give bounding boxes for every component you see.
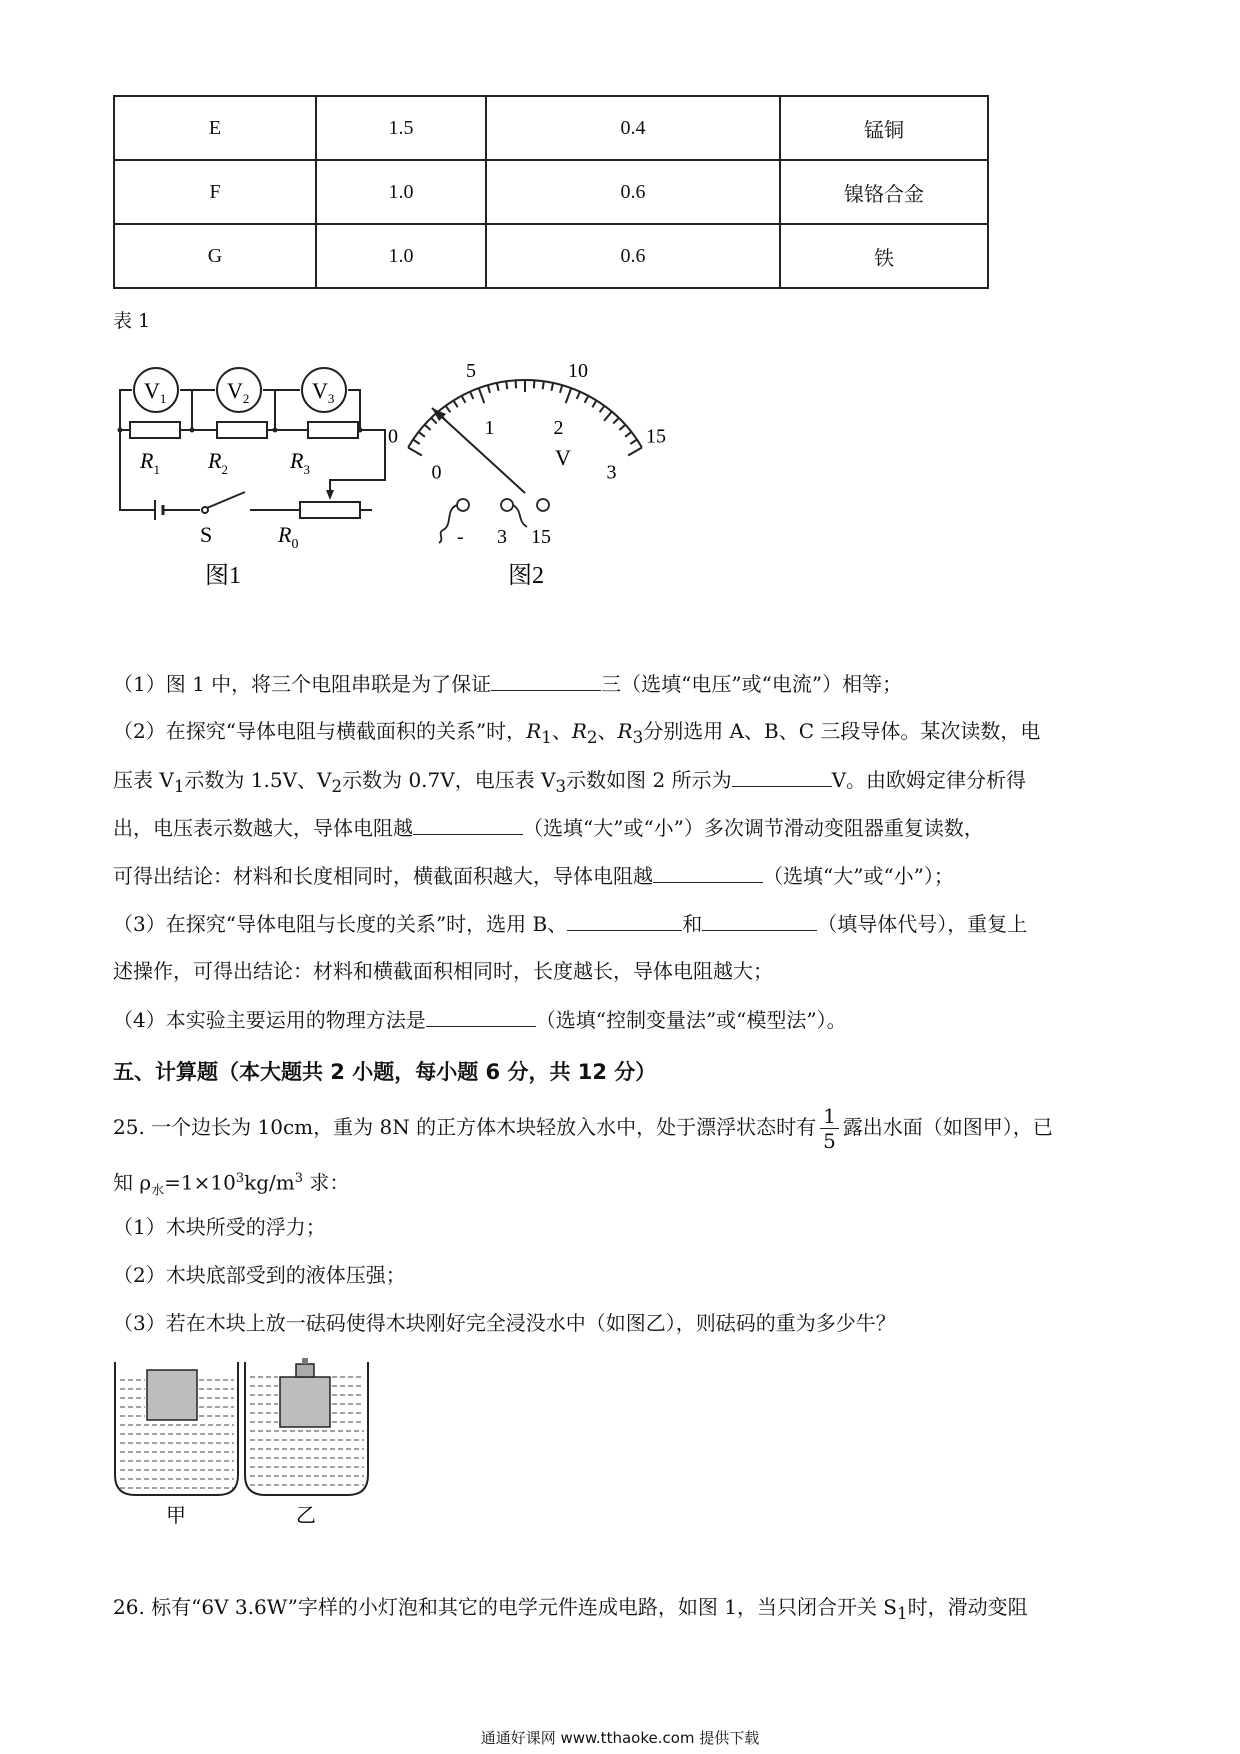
table-cell: 1.5	[316, 96, 486, 160]
table-cell: 锰铜	[780, 96, 988, 160]
dial-inner-label: 1	[484, 417, 495, 440]
q25-sub3: （3）若在木块上放一砝码使得木块刚好完全浸没水中（如图乙），则砝码的重为多少牛？	[113, 1311, 896, 1335]
dial-tick	[408, 448, 422, 456]
dial-tick	[488, 385, 490, 393]
table-caption: 表 1	[113, 310, 151, 332]
terminal-15: 15	[531, 526, 551, 548]
dial-tick	[413, 440, 420, 445]
q24-part4: （4）本实验主要运用的物理方法是 （选填“控制变量法”或“模型法”）。	[113, 1004, 847, 1035]
dial-tick	[479, 388, 485, 403]
voltmeter-dial-figure2	[388, 345, 735, 610]
dial-tick	[619, 425, 625, 430]
answer-blank[interactable]	[567, 908, 682, 931]
table-row	[114, 224, 988, 288]
dial-outer-label: 0	[388, 425, 398, 448]
dial-pointer	[432, 408, 525, 493]
table-row	[114, 160, 988, 224]
answer-blank[interactable]	[491, 668, 601, 691]
q25-line2: 知 $\rho_水=1\times 10^3kg/m^3$ 求：	[113, 1170, 350, 1199]
page-footer: 通通好课网 www.tthaoke.com 提供下载	[480, 1729, 760, 1747]
answer-blank[interactable]	[413, 812, 523, 835]
dial-tick	[419, 432, 425, 437]
dial-tick	[600, 406, 605, 413]
terminal-3: 3	[497, 526, 507, 548]
table-cell: 铁	[780, 224, 988, 288]
dial-tick	[577, 392, 580, 399]
q25-sub2: （2）木块底部受到的液体压强；	[113, 1263, 406, 1287]
table-row	[114, 96, 988, 160]
weight	[296, 1364, 314, 1377]
q24-part2-line1: （2）在探究“导体电阻与横截面积的关系”时，$R_1$、$R_2$、$R_3$分别选用 A、B、C 三段导体。某次读数，电	[113, 719, 1041, 747]
answer-blank[interactable]	[702, 908, 817, 931]
q24-part3-line2: 述操作，可得出结论：材料和横截面积相同时，长度越长，导体电阻越大；	[113, 959, 773, 983]
dial-tick	[446, 406, 451, 413]
dial-tick	[470, 392, 473, 399]
table-cell: 镍铬合金	[780, 160, 988, 224]
dial-tick	[431, 418, 437, 424]
dial-inner-label: 0	[431, 461, 442, 484]
answer-blank[interactable]	[653, 860, 763, 883]
fraction-one-fifth: $\frac{1}{5}$	[820, 1104, 839, 1153]
voltmeter-label: $V_2$	[227, 378, 250, 406]
dial-tick	[628, 448, 642, 456]
table-cell: 0.6	[486, 224, 780, 288]
floating-block-figure	[110, 1350, 370, 1530]
dial-outer-label: 5	[466, 360, 476, 382]
terminal-minus: -	[457, 526, 464, 548]
resistor-label: $R_1$	[140, 448, 160, 477]
table-cell: E	[114, 96, 316, 160]
q24-part2-line2: 压表 $V_1$示数为 1.5V、$V_2$示数为 0.7V，电压表 $V_3$示数如图 2 所示为 V。由欧姆定律分析得	[113, 764, 1026, 802]
table-cell: 0.4	[486, 96, 780, 160]
figure1-caption: 图1	[205, 563, 241, 589]
dial-tick	[425, 425, 431, 430]
weight-handle	[302, 1358, 308, 1364]
dial-inner-label: 2	[553, 417, 564, 440]
table-cell: F	[114, 160, 316, 224]
dial-tick	[560, 385, 562, 393]
q24-part1: （1）图 1 中，将三个电阻串联是为了保证 三（选填“电压”或“电流”）相等；	[113, 668, 902, 699]
dial-inner-label: 3	[606, 461, 617, 484]
dial-tick	[454, 401, 458, 408]
dial-outer-label: 15	[646, 425, 666, 448]
answer-blank[interactable]	[732, 764, 832, 787]
q25-line1: 25. 一个边长为 10cm，重为 8N 的正方体木块轻放入水中，处于漂浮状态时有 $\frac{1}{5}$ 露出水面（如图甲），已	[113, 1104, 1053, 1153]
dial-tick	[497, 383, 499, 391]
figure2-caption: 图2	[508, 563, 544, 589]
dial-tick	[462, 396, 466, 403]
fig-label-yi: 乙	[296, 1505, 316, 1527]
dial-tick	[630, 440, 637, 445]
answer-blank[interactable]	[426, 1004, 536, 1027]
voltmeter-label: $V_3$	[312, 378, 335, 406]
q25-sub1: （1）木块所受的浮力；	[113, 1215, 326, 1239]
fig-label-jia: 甲	[166, 1505, 186, 1527]
dial-tick	[543, 381, 544, 389]
dial-tick	[506, 381, 507, 389]
table-cell: G	[114, 224, 316, 288]
q26-line1: 26. 标有“6V 3.6W”字样的小灯泡和其它的电学元件连成电路，如图 1，当只闭合开关 $S_1$时，滑动变阻	[113, 1595, 1028, 1623]
table-cell: 1.0	[316, 160, 486, 224]
dial-unit: V	[555, 445, 571, 470]
dial-tick	[613, 418, 619, 424]
dial-tick	[551, 383, 553, 391]
materials-table	[113, 95, 989, 289]
resistor-label: $R_3$	[290, 448, 310, 477]
dial-tick	[592, 401, 596, 408]
wood-block	[147, 1370, 197, 1420]
rheostat-label: $R_0$	[278, 522, 299, 552]
voltmeter-label: $V_1$	[144, 378, 167, 406]
q24-part3-line1: （3）在探究“导体电阻与长度的关系”时，选用 B、 和 （填导体代号），重复上	[113, 908, 1027, 939]
dial-tick	[625, 432, 631, 437]
dial-tick	[566, 388, 572, 403]
table-cell: 0.6	[486, 160, 780, 224]
resistor-label: $R_2$	[208, 448, 228, 477]
wood-block-submerged	[280, 1377, 330, 1427]
dial-outer-label: 10	[568, 360, 588, 382]
section5-title: 五、计算题（本大题共 2 小题，每小题 6 分，共 12 分）	[113, 1060, 657, 1084]
dial-tick	[534, 380, 535, 388]
dial-tick	[604, 412, 612, 421]
circuit-diagram-figure1	[110, 350, 410, 610]
q24-part2-line3: 出，电压表示数越大，导体电阻越 （选填“大”或“小”）多次调节滑动变阻器重复读数，	[113, 812, 984, 843]
q24-part2-line4: 可得出结论：材料和长度相同时，横截面积越大，导体电阻越 （选填“大”或“小”）；	[113, 860, 954, 891]
dial-tick	[585, 396, 589, 403]
dial-tick	[516, 380, 517, 388]
switch-label: S	[200, 522, 213, 547]
table-cell: 1.0	[316, 224, 486, 288]
